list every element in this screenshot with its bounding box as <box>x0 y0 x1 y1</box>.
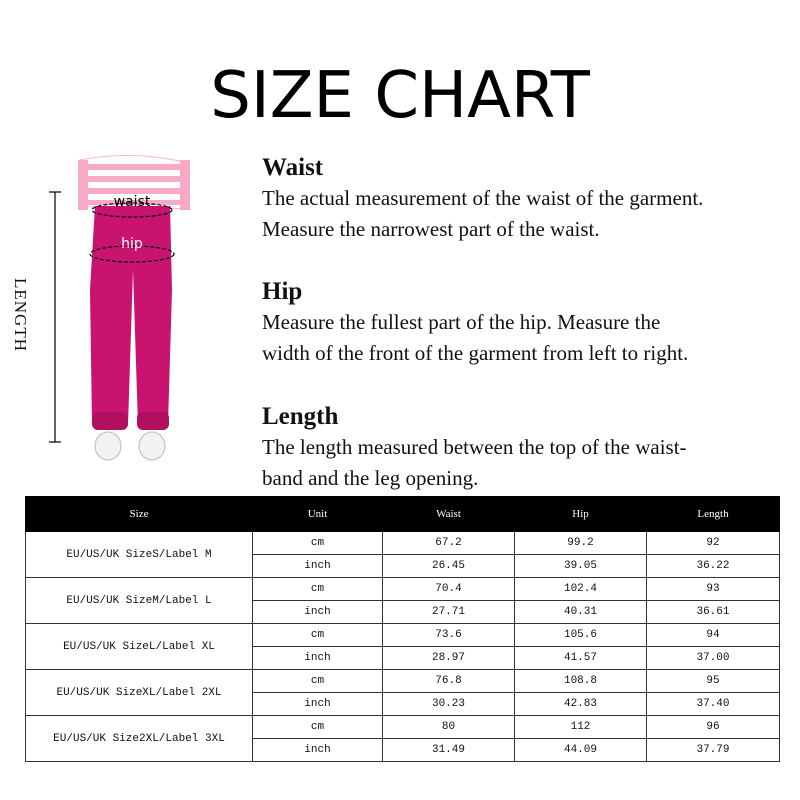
length-cell: 93 <box>647 578 780 601</box>
length-cell: 37.40 <box>647 693 780 716</box>
table-header-row <box>26 497 780 532</box>
section-heading: Hip <box>262 278 303 305</box>
table-row <box>26 716 780 739</box>
section-line: band and the leg opening. <box>262 466 479 490</box>
length-cell: 37.00 <box>647 647 780 670</box>
table-row <box>26 624 780 647</box>
length-cell: 36.61 <box>647 601 780 624</box>
hip-cell: 44.09 <box>515 739 647 762</box>
hip-cell: 99.2 <box>515 532 647 555</box>
unit-cell: cm <box>253 624 383 647</box>
waist-cell: 31.49 <box>383 739 515 762</box>
length-cell: 36.22 <box>647 555 780 578</box>
section-heading: Length <box>262 403 339 430</box>
size-table <box>25 496 780 762</box>
length-cell: 95 <box>647 670 780 693</box>
waist-cell: 70.4 <box>383 578 515 601</box>
unit-cell: cm <box>253 578 383 601</box>
table-row <box>26 578 780 601</box>
hip-cell: 108.8 <box>515 670 647 693</box>
header-unit: Unit <box>253 497 383 532</box>
unit-cell: inch <box>253 601 383 624</box>
unit-cell: inch <box>253 693 383 716</box>
hip-cell: 41.57 <box>515 647 647 670</box>
header-length: Length <box>647 497 780 532</box>
unit-cell: inch <box>253 555 383 578</box>
size-cell: EU/US/UK SizeL/Label XL <box>26 624 253 670</box>
waist-cell: 80 <box>383 716 515 739</box>
hip-label: hip <box>121 236 143 252</box>
size-cell: EU/US/UK SizeS/Label M <box>26 532 253 578</box>
section-heading: Waist <box>262 154 324 181</box>
waist-section <box>262 153 792 245</box>
length-cell: 96 <box>647 716 780 739</box>
size-cell: EU/US/UK SizeM/Label L <box>26 578 253 624</box>
length-cell: 94 <box>647 624 780 647</box>
unit-cell: cm <box>253 670 383 693</box>
waist-cell: 67.2 <box>383 532 515 555</box>
waist-cell: 30.23 <box>383 693 515 716</box>
unit-cell: cm <box>253 716 383 739</box>
header-hip: Hip <box>515 497 647 532</box>
size-cell: EU/US/UK SizeXL/Label 2XL <box>26 670 253 716</box>
hip-cell: 39.05 <box>515 555 647 578</box>
header-size: Size <box>26 497 253 532</box>
length-arrow <box>49 192 61 442</box>
hip-section <box>262 277 792 369</box>
unit-cell: inch <box>253 647 383 670</box>
waist-cell: 76.8 <box>383 670 515 693</box>
section-line: width of the front of the garment from left to right. <box>262 341 689 365</box>
section-line: Measure the fullest part of the hip. Measure the <box>262 310 661 334</box>
table-row <box>26 532 780 555</box>
sneakers <box>95 432 165 460</box>
unit-cell: cm <box>253 532 383 555</box>
section-line: The length measured between the top of the waist- <box>262 435 687 459</box>
hip-cell: 102.4 <box>515 578 647 601</box>
length-cell: 92 <box>647 532 780 555</box>
waist-label: waist <box>113 194 151 210</box>
section-line: Measure the narrowest part of the waist. <box>262 217 600 241</box>
hip-cell: 40.31 <box>515 601 647 624</box>
pants-figure <box>20 150 250 490</box>
waist-cell: 73.6 <box>383 624 515 647</box>
length-section <box>262 402 792 494</box>
section-line: The actual measurement of the waist of the garment. <box>262 186 704 210</box>
table-row <box>26 670 780 693</box>
header-waist: Waist <box>383 497 515 532</box>
waist-cell: 28.97 <box>383 647 515 670</box>
waist-cell: 27.71 <box>383 601 515 624</box>
size-cell: EU/US/UK Size2XL/Label 3XL <box>26 716 253 762</box>
waist-cell: 26.45 <box>383 555 515 578</box>
page-title: SIZE CHART <box>210 59 590 133</box>
hip-cell: 42.83 <box>515 693 647 716</box>
hip-cell: 112 <box>515 716 647 739</box>
length-cell: 37.79 <box>647 739 780 762</box>
length-label: LENGTH <box>11 278 30 352</box>
unit-cell: inch <box>253 739 383 762</box>
hip-cell: 105.6 <box>515 624 647 647</box>
